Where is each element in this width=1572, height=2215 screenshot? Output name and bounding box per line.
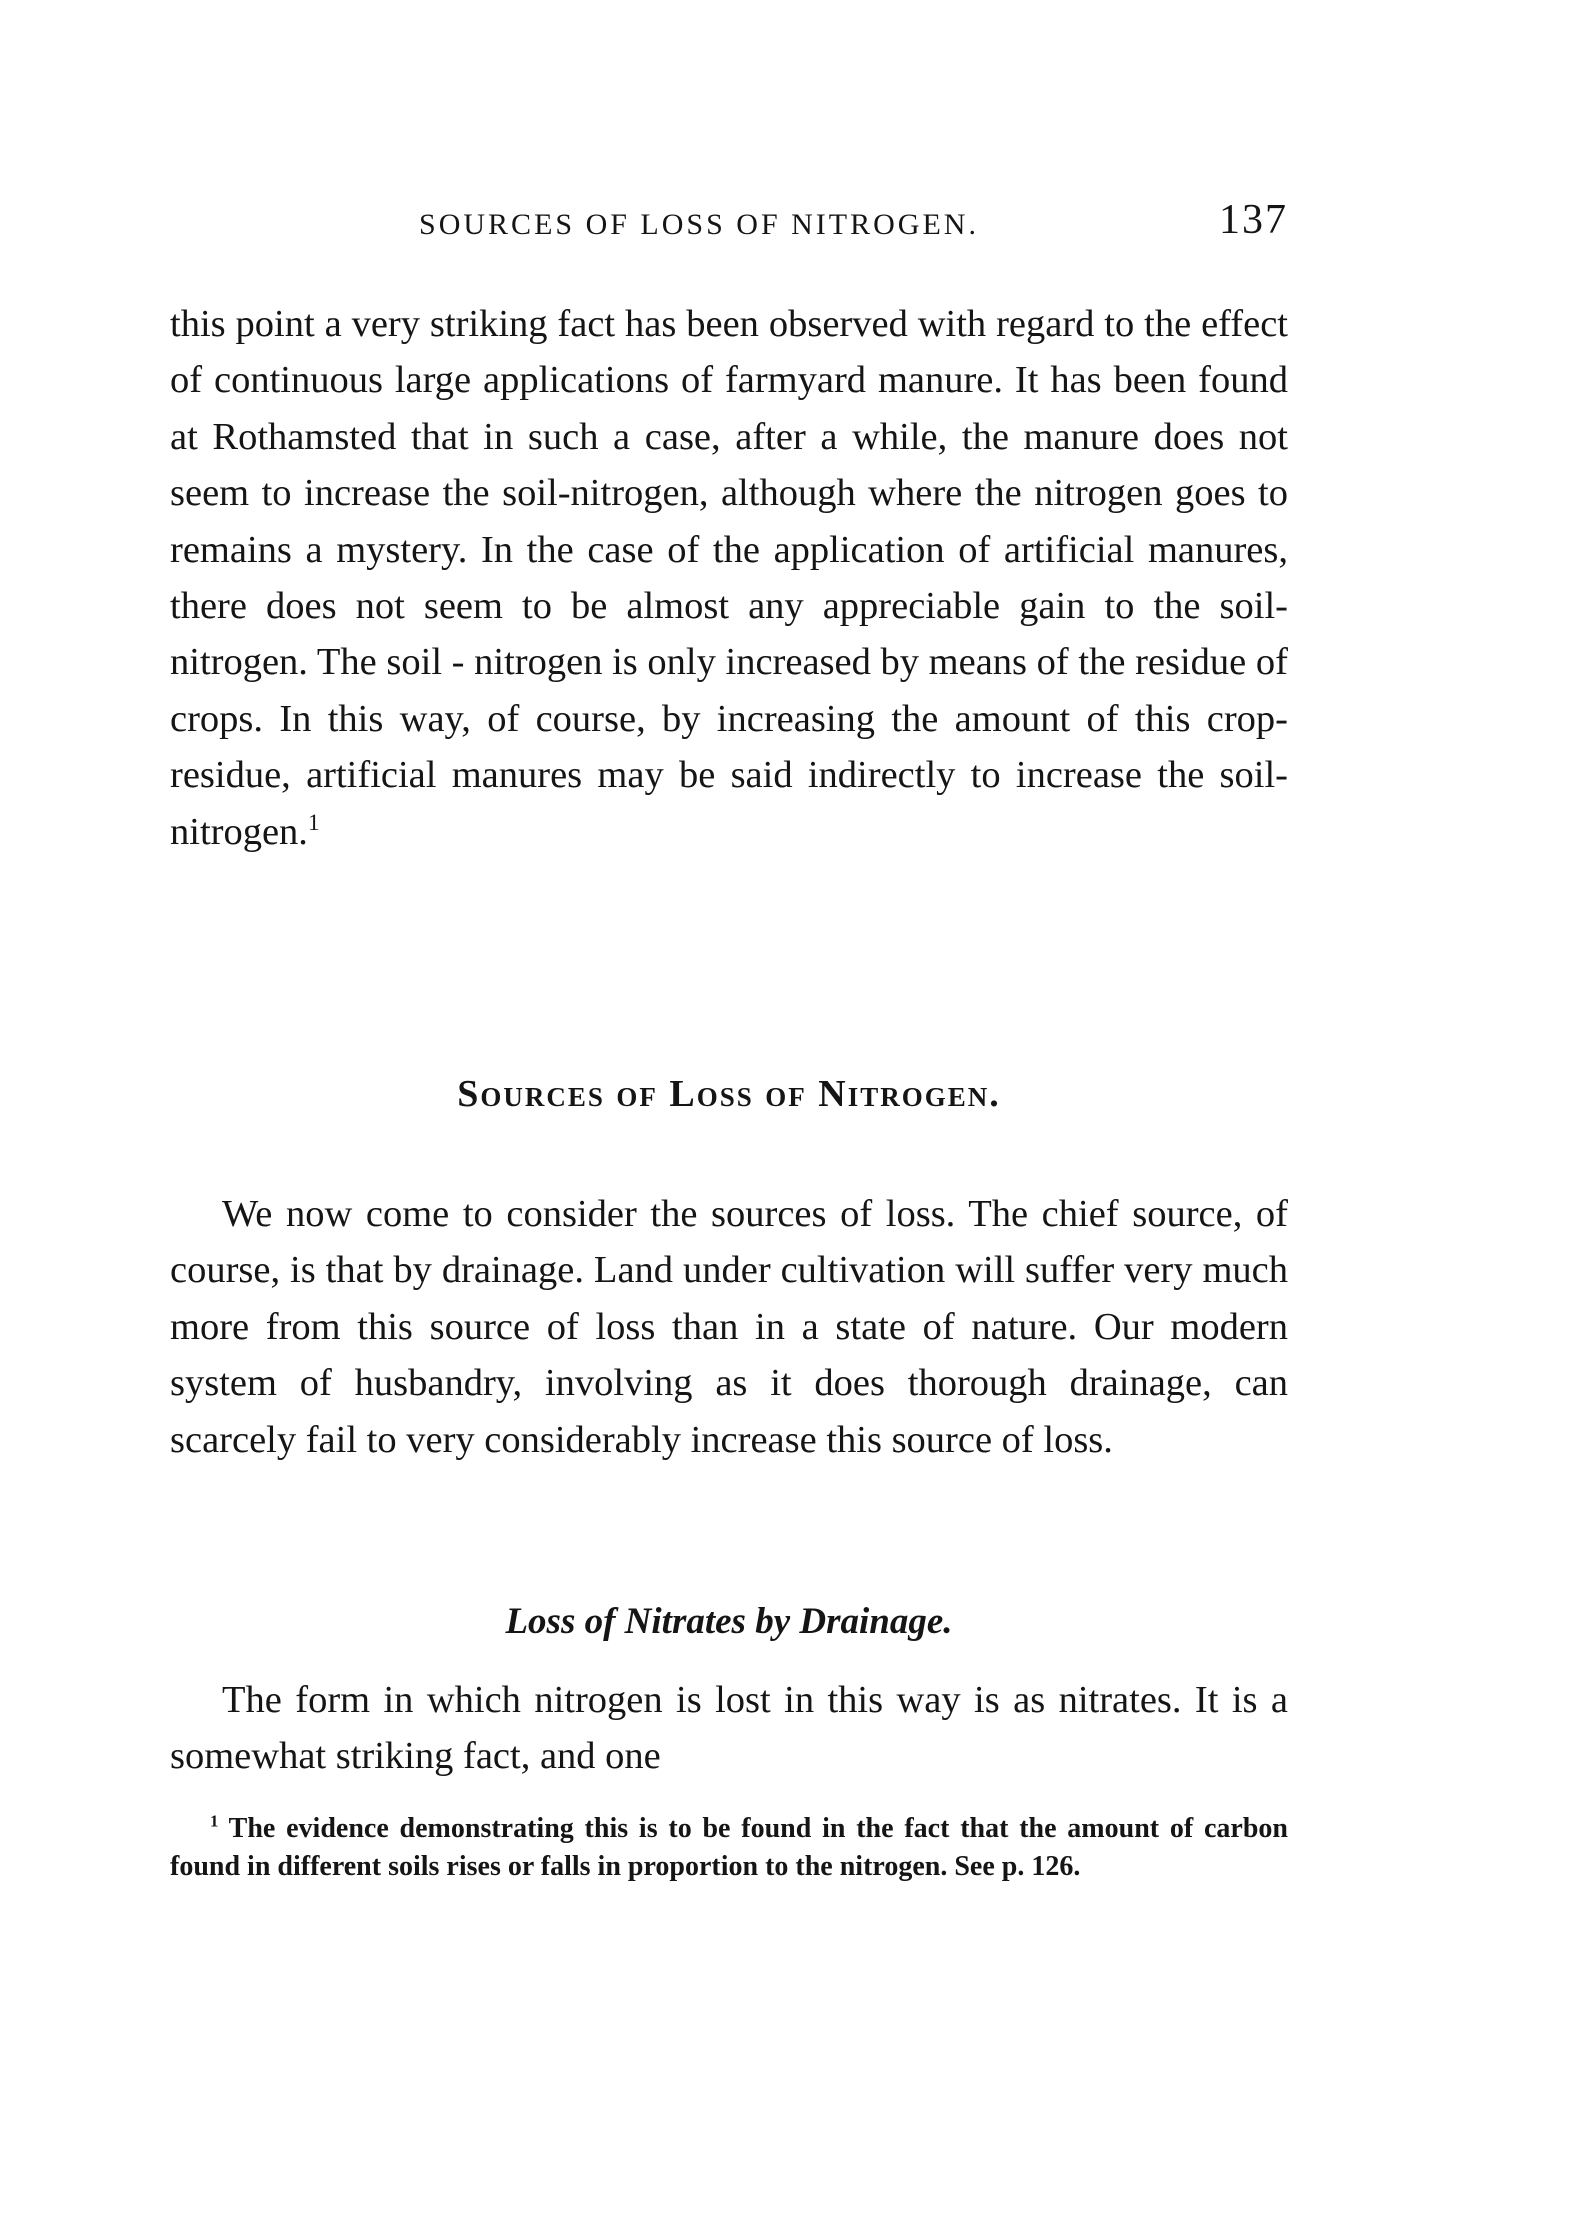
footnote-marker: 1: [210, 1811, 219, 1831]
footnote-text: The evidence demonstrating this is to be found in the fact that the amount of carbon found in different soils rises or falls in proportion to the nitrogen. See p. 126.: [170, 1813, 1288, 1882]
paragraph-nitrates: The form in which nitrogen is lost in this way is as nitrates. It is a somewhat striking fact, and one: [170, 1679, 1288, 1778]
subheading: Loss of Nitrates by Drainage.: [505, 1601, 953, 1642]
section-heading: Sources of Loss of Nitrogen.: [457, 1073, 1001, 1115]
running-head: [170, 196, 1288, 256]
footnote: [170, 1810, 1288, 1886]
running-title: SOURCES OF LOSS OF NITROGEN.: [419, 208, 979, 241]
paragraph-text: this point a very striking fact has been observed with regard to the effect of continuous large applications of farmyard manure. It has been found at Rothamsted that in such a case, after a while, the manure does not seem to increase the soil-nitrogen, although where the nitrogen goes to remains a mystery. In the case of the application of artificial manures, there does not seem to be almost any appreciable gain to the soil-nitrogen. The soil - nitrogen is only increased by means of the residue of crops. In this way, of course, by increasing the amount of this crop-residue, artificial manures may be said indirectly to increase the soil-nitrogen.: [170, 303, 1288, 853]
paragraph-sources-of-loss: We now come to consider the sources of loss. The chief source, of course, is that by drainage. Land under cultivation will suffer very much more from this source of loss than in a state of nature. Our modern system of husbandry, involving as it does thorough drainage, can scarcely fail to very considerably increase this source of loss.: [170, 1193, 1288, 1461]
page-number: 137: [1219, 197, 1288, 243]
paragraph-continuation: [170, 296, 1288, 860]
footnote-reference: 1: [307, 808, 320, 835]
